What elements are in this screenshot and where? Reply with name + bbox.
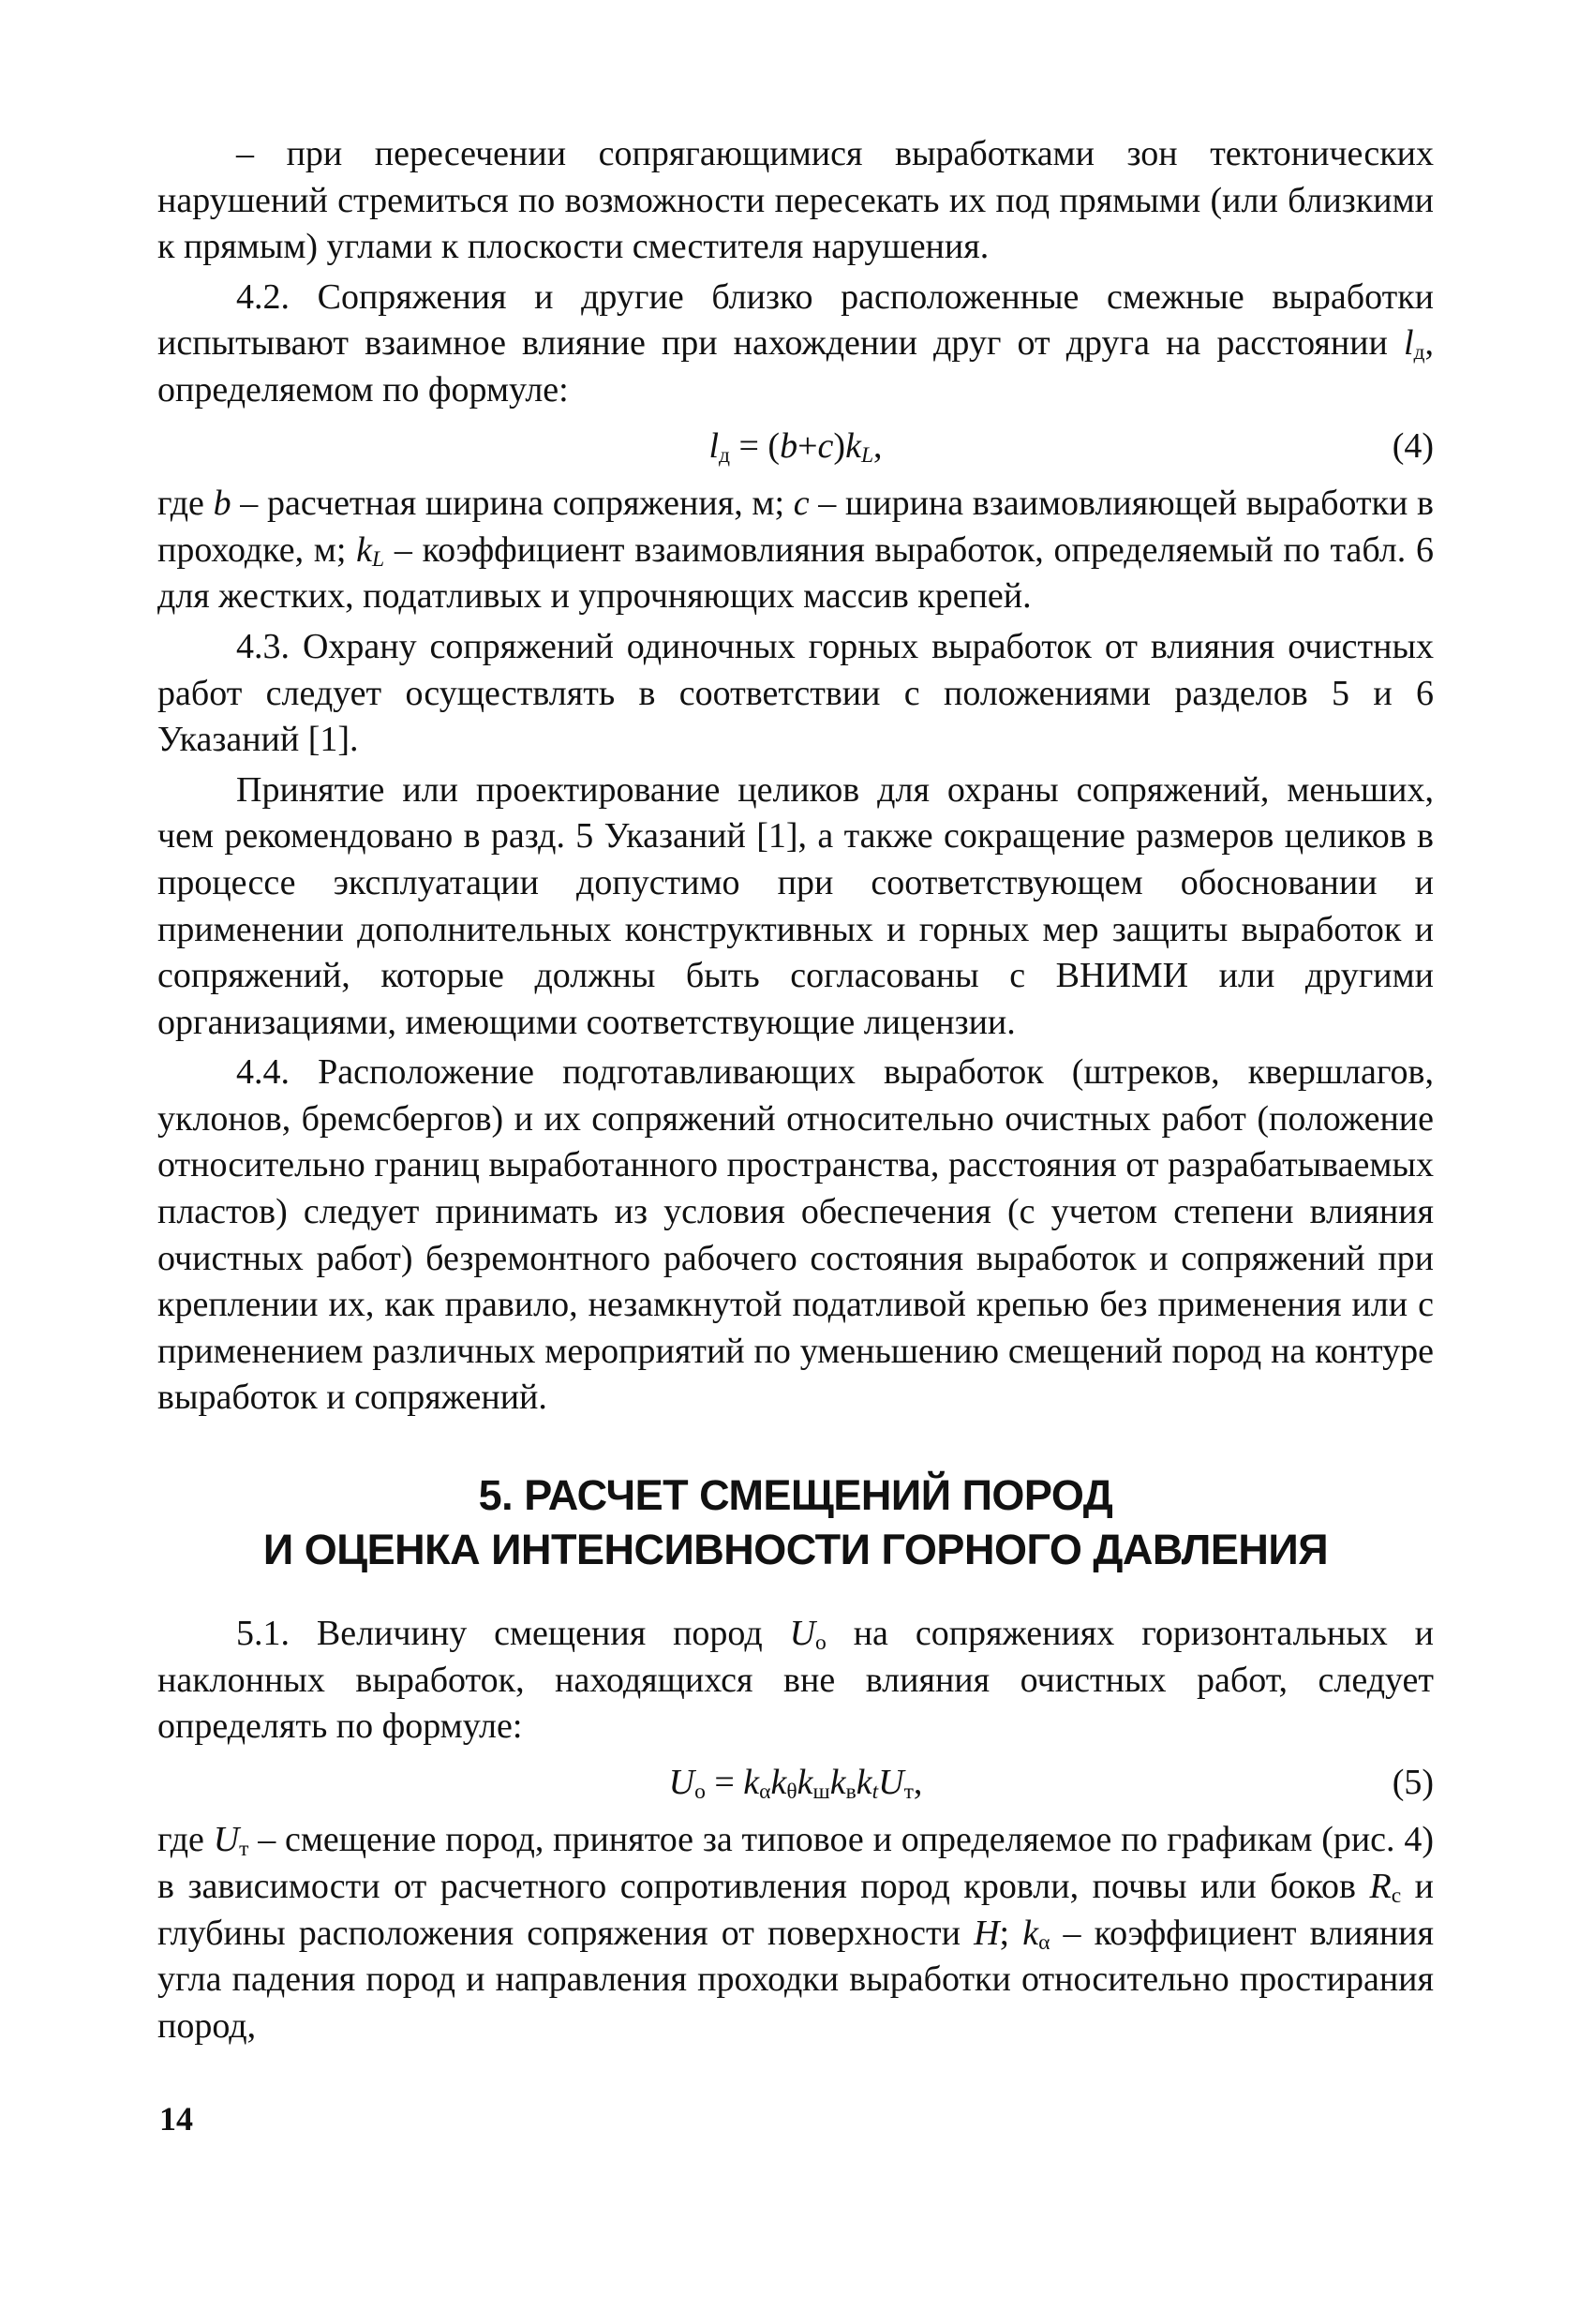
formula-5: [157, 1760, 1434, 1807]
variable-c: c: [817, 425, 834, 466]
formula-text: ,: [913, 1762, 923, 1802]
section-heading-line-1: 5. РАСЧЕТ СМЕЩЕНИЙ ПОРОД: [478, 1471, 1113, 1520]
subscript-alpha: α: [759, 1779, 771, 1804]
subscript-v: в: [845, 1779, 857, 1804]
subscript-d: д: [719, 442, 730, 468]
text-run: 4.2. Сопряжения и другие близко расположенные смежные выработки испытывают взаимное влияние при нахождении друг от друга на расстоянии: [157, 276, 1434, 364]
formula-text: =: [705, 1762, 744, 1802]
text-run: где: [157, 484, 214, 524]
section-heading-line-2: И ОЦЕНКА ИНТЕНСИВНОСТИ ГОРНОГО ДАВЛЕНИЯ: [262, 1526, 1329, 1574]
paragraph-5-1: [157, 1611, 1434, 1750]
variable-k: k: [845, 425, 861, 466]
variable-l: l: [708, 425, 720, 466]
variable-k: k: [356, 529, 373, 570]
formula-4: [157, 424, 1434, 470]
formula-text: = (: [730, 425, 781, 466]
text-run: – коэффициент влияния угла падения пород и направления проходки выработки относительно простирания пород,: [157, 1913, 1434, 2046]
paragraph-4-4: 4.4. Расположение подготавливающих выработок (штреков, квершлагов, уклонов, бремсбергов) и их сопряжений относительно очистных работ (положение относительно границ выработанного пространства, расстояния от разрабатываемых пластов) следует принимать из условия обеспечения (с учетом степени влияния очистных работ) безремонтного рабочего состояния выработок и сопряжений при креплении их, как правило, незамкнутой податливой крепью без применения или с применением различных мероприятий по уменьшению смещений пород на контуре выработок и сопряжений.: [157, 1052, 1434, 1418]
variable-l: l: [1403, 323, 1414, 364]
text-run: – расчетная ширина сопряжения, м;: [231, 484, 794, 524]
paragraph-tectonic: – при пересечении сопрягающимися выработками зон тектонических нарушений стремиться по возможности пересекать их под прямыми (или близкими к прямым) углами к плоскости сместителя нарушения.: [157, 134, 1434, 267]
subscript-l: L: [372, 546, 385, 572]
variable-h: H: [974, 1913, 1000, 1953]
text-run: , определяемом по формуле:: [157, 323, 1434, 410]
formula-text: +: [797, 425, 818, 466]
variable-u: U: [668, 1762, 695, 1802]
text-run: на сопряжениях горизонтальных и наклонных выработок, находящихся вне влияния очистных работ, следует определять по формуле:: [157, 1614, 1434, 1747]
variable-b: b: [213, 484, 231, 524]
subscript-t: т: [239, 1837, 249, 1862]
subscript-alpha: α: [1038, 1929, 1050, 1955]
subscript-d: д: [1413, 340, 1425, 365]
subscript-sh: ш: [812, 1779, 830, 1804]
page-body: [157, 131, 1434, 2049]
subscript-t: t: [871, 1779, 879, 1804]
text-run: ;: [999, 1913, 1023, 1953]
page-number: 14: [159, 2100, 193, 2138]
paragraph-where-b: [157, 481, 1434, 620]
paragraph-4-3: 4.3. Охрану сопряжений одиночных горных выработок от влияния очистных работ следует осуществлять в соответствии с положениями разделов 5 и 6 Указаний [1].: [157, 626, 1434, 760]
paragraph-pillars: Принятие или проектирование целиков для охраны сопряжений, меньших, чем рекомендовано в разд. 5 Указаний [1], а также сокращение размеров целиков в процессе эксплуатации допустимо при соответствующем обосновании и применении дополнительных конструктивных и горных мер защиты выработок и сопряжений, которые должны быть согласованы с ВНИМИ или другими организациями, имеющими соответствующие лицензии.: [157, 769, 1434, 1042]
variable-u: U: [789, 1614, 816, 1654]
variable-k: k: [1022, 1913, 1039, 1953]
variable-r: R: [1369, 1867, 1392, 1906]
variable-k: k: [856, 1762, 872, 1802]
variable-u: U: [213, 1820, 240, 1860]
variable-u: U: [878, 1762, 904, 1802]
text-run: – коэффициент взаимовлияния выработок, определяемый по табл. 6 для жестких, податливых и упрочняющих массив крепей.: [157, 529, 1434, 617]
formula-text: ): [833, 425, 846, 466]
variable-k: k: [743, 1762, 760, 1802]
variable-c: c: [793, 484, 810, 524]
variable-k: k: [829, 1762, 846, 1802]
variable-b: b: [780, 425, 798, 466]
text-run: и глубины расположения сопряжения от поверхности: [157, 1867, 1434, 1953]
formula-4-expression: [157, 424, 1434, 470]
text-run: 5.1. Величину смещения пород: [236, 1614, 790, 1654]
section-heading: [157, 1468, 1434, 1577]
subscript-c: с: [1391, 1884, 1402, 1909]
formula-4-number: (4): [1392, 425, 1434, 466]
formula-5-number: (5): [1392, 1762, 1434, 1802]
formula-5-expression: [157, 1760, 1434, 1807]
subscript-theta: θ: [786, 1779, 797, 1804]
text-run: где: [157, 1820, 214, 1860]
text-run: – ширина взаимовлияющей выработки в проходке, м;: [157, 484, 1434, 570]
paragraph-4-2: [157, 275, 1434, 414]
subscript-t: т: [903, 1779, 914, 1804]
paragraph-where-ut: [157, 1817, 1434, 2049]
subscript-l: L: [860, 442, 874, 468]
variable-k: k: [770, 1762, 787, 1802]
variable-k: k: [797, 1762, 813, 1802]
subscript-o: о: [815, 1631, 827, 1656]
formula-text: ,: [873, 425, 883, 466]
subscript-o: о: [694, 1779, 706, 1804]
text-run: – смещение пород, принятое за типовое и определяемое по графикам (рис. 4) в зависимости от расчетного сопротивления пород кровли, почвы или боков: [157, 1820, 1434, 1906]
